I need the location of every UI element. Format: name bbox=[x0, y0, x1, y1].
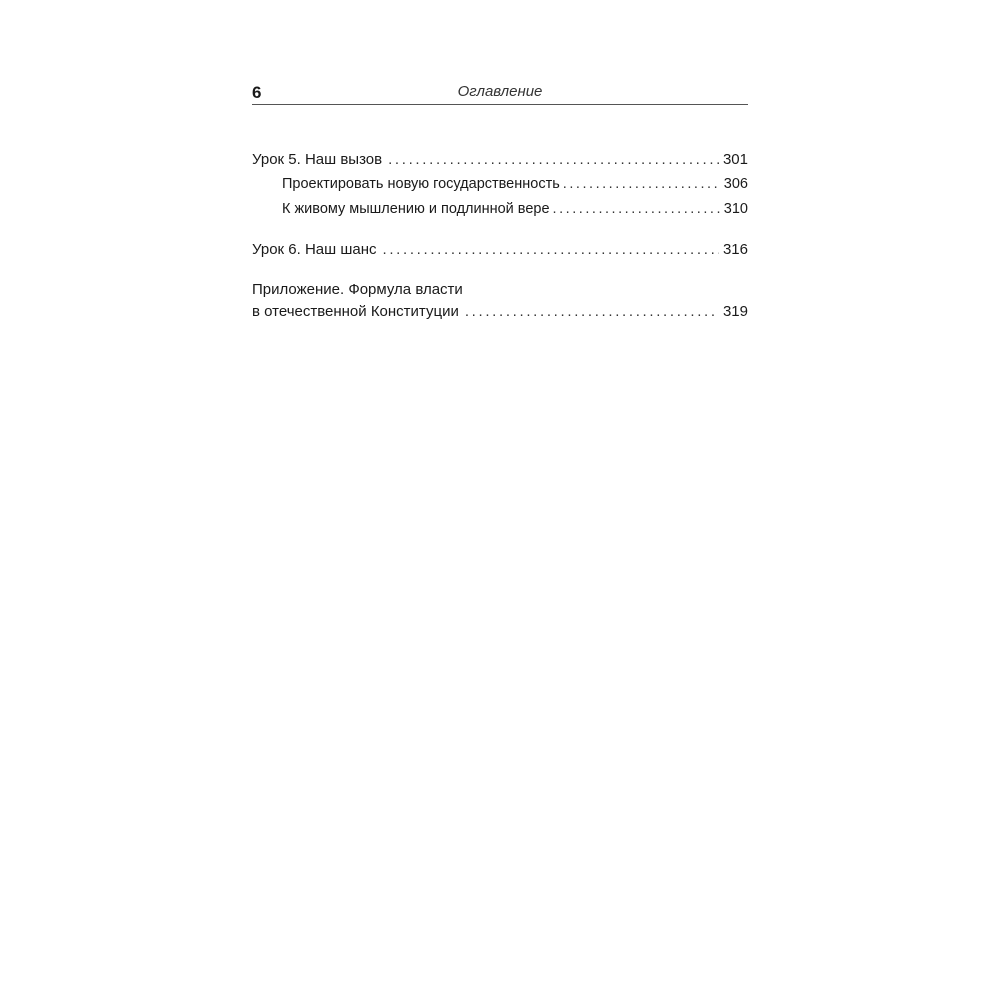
toc-entry-title: Урок 6. Наш шанс bbox=[252, 241, 377, 258]
toc-entry-title: в отечественной Конституции bbox=[252, 303, 459, 320]
page-number: 6 bbox=[252, 83, 262, 102]
toc-entry-page: 319 bbox=[722, 303, 748, 320]
dot-leader bbox=[563, 172, 720, 197]
toc-entry-appendix[interactable] bbox=[252, 299, 748, 324]
toc-subentry-new-statehood[interactable] bbox=[252, 172, 748, 197]
toc-entry-page: 306 bbox=[723, 176, 748, 192]
dot-leader bbox=[388, 147, 719, 172]
toc-entry-page: 316 bbox=[722, 241, 748, 258]
dot-leader bbox=[382, 237, 718, 262]
toc-subentry-living-thinking[interactable] bbox=[252, 197, 748, 222]
toc-entry-appendix-line-1[interactable]: Приложение. Формула власти bbox=[252, 281, 463, 298]
toc-entry-title: Проектировать новую государственность bbox=[282, 176, 560, 192]
section-title: Оглавление bbox=[457, 83, 543, 100]
running-head bbox=[252, 80, 748, 105]
toc-entry-title: Урок 5. Наш вызов bbox=[252, 151, 383, 168]
dot-leader bbox=[465, 299, 719, 324]
toc-entry-page: 310 bbox=[723, 201, 748, 217]
book-page bbox=[252, 80, 748, 324]
toc-entry-page: 301 bbox=[722, 151, 748, 168]
toc-entry-lesson-6[interactable] bbox=[252, 237, 748, 262]
toc-entry-title: К живому мышлению и подлинной вере bbox=[282, 201, 550, 217]
dot-leader bbox=[553, 197, 720, 222]
table-of-contents bbox=[252, 147, 748, 324]
toc-entry-lesson-5[interactable] bbox=[252, 147, 748, 172]
